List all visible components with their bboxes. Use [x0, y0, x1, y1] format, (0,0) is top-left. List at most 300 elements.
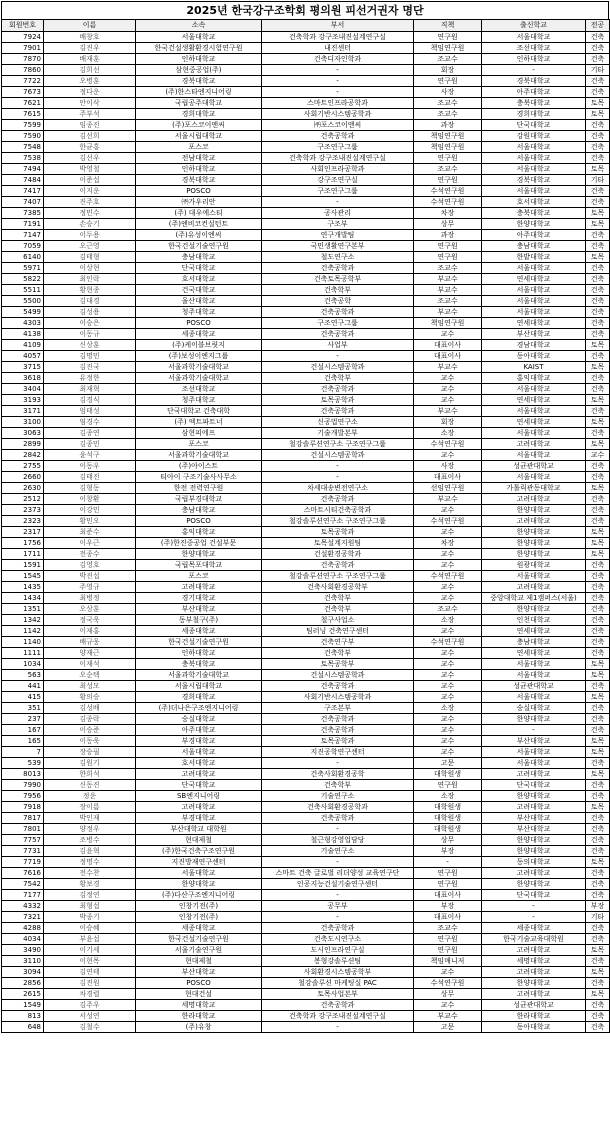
- affiliation-cell: 포스코: [136, 571, 262, 582]
- department-cell: 사업부: [262, 340, 414, 351]
- member-id-cell: 7191: [2, 219, 44, 230]
- name-cell: 김윤혁: [44, 846, 136, 857]
- department-cell: 구조연구그룹: [262, 318, 414, 329]
- department-cell: 건축공학과: [262, 494, 414, 505]
- department-cell: 연구개발팀: [262, 230, 414, 241]
- alma-mater-cell: 단국대학교: [482, 120, 586, 131]
- member-id-cell: 6140: [2, 252, 44, 263]
- table-row: [2, 868, 610, 879]
- position-cell: 부교수: [414, 406, 482, 417]
- affiliation-cell: 한양대학교: [136, 549, 262, 560]
- position-cell: 부장: [414, 846, 482, 857]
- department-cell: 기술연구소: [262, 846, 414, 857]
- alma-mater-cell: 서울대학교: [482, 142, 586, 153]
- member-id-cell: 648: [2, 1022, 44, 1033]
- alma-mater-cell: 서울대학교: [482, 307, 586, 318]
- table-row: [2, 824, 610, 835]
- affiliation-cell: POSCO: [136, 516, 262, 527]
- name-cell: 최재혁: [44, 384, 136, 395]
- department-cell: 사회인프라공학과: [262, 164, 414, 175]
- table-row: [2, 461, 610, 472]
- position-cell: 대표이사: [414, 912, 482, 923]
- alma-mater-cell: 원광대학교: [482, 560, 586, 571]
- member-id-cell: 4109: [2, 340, 44, 351]
- member-id-header: 회원번호: [2, 20, 44, 32]
- alma-mater-cell: 고려대학교: [482, 439, 586, 450]
- name-cell: 장이름: [44, 802, 136, 813]
- department-cell: 건축학부: [262, 593, 414, 604]
- name-cell: 주부석: [44, 109, 136, 120]
- department-cell: 기술개발본부: [262, 428, 414, 439]
- department-cell: -: [262, 87, 414, 98]
- department-cell: 철근형강영업담당: [262, 835, 414, 846]
- member-id-cell: 7147: [2, 230, 44, 241]
- name-cell: 배창호: [44, 32, 136, 43]
- member-id-cell: 1711: [2, 549, 44, 560]
- position-cell: 연구원: [414, 879, 482, 890]
- alma-mater-cell: 한양대학교: [482, 791, 586, 802]
- major-cell: 토목: [586, 483, 610, 494]
- affiliation-cell: (주)포스코이앤씨: [136, 120, 262, 131]
- department-cell: 철강솔루션연구소 구조연구그룹: [262, 439, 414, 450]
- affiliation-cell: 삼현피에프: [136, 428, 262, 439]
- department-cell: ㈜포스코이앤씨: [262, 120, 414, 131]
- alma-mater-cell: 한양대학교: [482, 604, 586, 615]
- member-id-cell: 1142: [2, 626, 44, 637]
- department-cell: 건설시스템공학과: [262, 670, 414, 681]
- major-cell: 토목: [586, 802, 610, 813]
- affiliation-cell: 인하대학교: [136, 648, 262, 659]
- name-cell: 황의승: [44, 692, 136, 703]
- position-cell: 연구원: [414, 153, 482, 164]
- position-cell: 사장: [414, 87, 482, 98]
- position-cell: 조교수: [414, 263, 482, 274]
- affiliation-cell: 충남대학교: [136, 505, 262, 516]
- department-cell: 건축학과 강구조내진설계연구실: [262, 153, 414, 164]
- major-cell: 건축: [586, 505, 610, 516]
- affiliation-cell: 서울대학교: [136, 868, 262, 879]
- name-cell: 정명수: [44, 857, 136, 868]
- department-cell: 토목공학과: [262, 527, 414, 538]
- member-id-cell: 7817: [2, 813, 44, 824]
- alma-mater-cell: 단국대학교: [482, 890, 586, 901]
- table-row: [2, 538, 610, 549]
- major-cell: 교수: [586, 450, 610, 461]
- table-row: [2, 747, 610, 758]
- department-cell: 도시인프라연구실: [262, 945, 414, 956]
- alma-mater-cell: 연세대학교: [482, 648, 586, 659]
- name-cell: 최인락: [44, 274, 136, 285]
- table-row: [2, 901, 610, 912]
- alma-mater-cell: 중앙대학교 제1캠퍼스(서울): [482, 593, 586, 604]
- member-id-cell: 165: [2, 736, 44, 747]
- table-row: [2, 967, 610, 978]
- major-cell: 토목: [586, 109, 610, 120]
- name-cell: 김종민: [44, 439, 136, 450]
- affiliation-cell: 서울시립대학교: [136, 131, 262, 142]
- member-id-cell: 1351: [2, 604, 44, 615]
- alma-mater-cell: 한국기술교육대학원: [482, 934, 586, 945]
- alma-mater-cell: 한양대학교: [482, 538, 586, 549]
- table-row: [2, 769, 610, 780]
- name-cell: 오상훈: [44, 604, 136, 615]
- alma-mater-cell: 성균관대학교: [482, 461, 586, 472]
- major-cell: 건축: [586, 241, 610, 252]
- department-cell: 건축공학과: [262, 384, 414, 395]
- alma-mater-cell: -: [482, 901, 586, 912]
- table-row: [2, 791, 610, 802]
- alma-mater-cell: 연세대학교: [482, 274, 586, 285]
- affiliation-cell: (주)케이블브릿지: [136, 340, 262, 351]
- alma-mater-cell: 동아대학교: [482, 351, 586, 362]
- table-row: [2, 615, 610, 626]
- major-cell: 건축: [586, 87, 610, 98]
- member-id-cell: 7990: [2, 780, 44, 791]
- name-cell: 서성연: [44, 1011, 136, 1022]
- name-cell: 신상훈: [44, 340, 136, 351]
- affiliation-cell: 부경대학교: [136, 736, 262, 747]
- affiliation-cell: 경북대학교: [136, 175, 262, 186]
- affiliation-cell: 홍익대학교: [136, 527, 262, 538]
- department-cell: 스마트시티건축공학과: [262, 505, 414, 516]
- department-cell: 건축사회환경공학과: [262, 802, 414, 813]
- member-id-cell: 813: [2, 1011, 44, 1022]
- major-cell: 건축: [586, 626, 610, 637]
- department-cell: 건축공학과: [262, 714, 414, 725]
- table-row: [2, 879, 610, 890]
- major-cell: 건축: [586, 780, 610, 791]
- position-cell: 교수: [414, 384, 482, 395]
- member-id-cell: 7417: [2, 186, 44, 197]
- affiliation-cell: 청주대학교: [136, 307, 262, 318]
- position-cell: 연구원: [414, 76, 482, 87]
- affiliation-cell: 부산대학교 대학원: [136, 824, 262, 835]
- affiliation-cell: 티아이 구조기술사사무소: [136, 472, 262, 483]
- alma-mater-cell: 세명대학교: [482, 956, 586, 967]
- affiliation-cell: 인창기전(주): [136, 912, 262, 923]
- table-row: [2, 483, 610, 494]
- member-id-cell: 351: [2, 703, 44, 714]
- affiliation-cell: 부산대학교: [136, 604, 262, 615]
- major-cell: 건축: [586, 923, 610, 934]
- member-id-cell: 7924: [2, 32, 44, 43]
- name-cell: 이창환: [44, 494, 136, 505]
- affiliation-cell: SB엔지니어링: [136, 791, 262, 802]
- major-cell: 건축: [586, 329, 610, 340]
- position-cell: 대표이사: [414, 472, 482, 483]
- table-row: [2, 197, 610, 208]
- member-id-cell: 4288: [2, 923, 44, 934]
- name-cell: 이재홍: [44, 626, 136, 637]
- member-id-cell: 7407: [2, 197, 44, 208]
- major-cell: 토목: [586, 549, 610, 560]
- alma-mater-cell: 동의대학교: [482, 857, 586, 868]
- name-cell: 이승은: [44, 318, 136, 329]
- affiliation-cell: 포스코: [136, 439, 262, 450]
- position-cell: 소장: [414, 615, 482, 626]
- alma-mater-cell: 한양대학교: [482, 978, 586, 989]
- major-cell: 건축: [586, 384, 610, 395]
- major-cell: 건축: [586, 560, 610, 571]
- member-id-cell: 1756: [2, 538, 44, 549]
- department-cell: 구조부: [262, 219, 414, 230]
- alma-mater-cell: 부산대학교: [482, 824, 586, 835]
- affiliation-cell: 한라대학교: [136, 1011, 262, 1022]
- department-cell: 철강솔루션연구소 구조연구그룹: [262, 571, 414, 582]
- table-row: [2, 153, 610, 164]
- alma-mater-cell: 호서대학교: [482, 197, 586, 208]
- affiliation-cell: 서울대학교: [136, 32, 262, 43]
- alma-mater-cell: 부산대학교: [482, 813, 586, 824]
- department-cell: 건설시스템공학과: [262, 362, 414, 373]
- name-cell: 김태형: [44, 252, 136, 263]
- name-cell: 황보경: [44, 879, 136, 890]
- member-id-cell: 3715: [2, 362, 44, 373]
- alma-mater-cell: 서울대학교: [482, 285, 586, 296]
- alma-mater-cell: 서울대학교: [482, 32, 586, 43]
- affiliation-cell: 충북대학교: [136, 659, 262, 670]
- table-row: [2, 417, 610, 428]
- position-cell: 상무: [414, 219, 482, 230]
- affiliation-cell: 현대제철: [136, 835, 262, 846]
- table-row: [2, 142, 610, 153]
- name-cell: 김철수: [44, 1022, 136, 1033]
- department-cell: 건축학부: [262, 648, 414, 659]
- position-cell: 교수: [414, 1000, 482, 1011]
- alma-mater-cell: 강원대학교: [482, 131, 586, 142]
- table-row: [2, 351, 610, 362]
- member-id-cell: 2630: [2, 483, 44, 494]
- major-cell: 건축: [586, 1000, 610, 1011]
- alma-mater-cell: 한라대학교: [482, 1011, 586, 1022]
- position-cell: 교수: [414, 549, 482, 560]
- alma-mater-cell: 성균관대학교: [482, 1000, 586, 1011]
- position-cell: 과장: [414, 230, 482, 241]
- major-cell: 건축: [586, 307, 610, 318]
- name-cell: 오근영: [44, 241, 136, 252]
- affiliation-cell: 울산대학교: [136, 296, 262, 307]
- alma-mater-cell: 숭실대학교: [482, 703, 586, 714]
- major-cell: 기타: [586, 65, 610, 76]
- member-id-cell: 2373: [2, 505, 44, 516]
- name-cell: 정민수: [44, 208, 136, 219]
- member-id-cell: 2512: [2, 494, 44, 505]
- major-cell: 건축: [586, 758, 610, 769]
- major-cell: 건축: [586, 32, 610, 43]
- name-cell: 오순택: [44, 670, 136, 681]
- position-cell: 소장: [414, 703, 482, 714]
- member-id-cell: 5822: [2, 274, 44, 285]
- member-id-cell: 7918: [2, 802, 44, 813]
- member-id-cell: 7059: [2, 241, 44, 252]
- table-row: [2, 230, 610, 241]
- position-cell: 부교수: [414, 1011, 482, 1022]
- alma-mater-cell: 서울대학교: [482, 692, 586, 703]
- affiliation-cell: 한전 전력연구원: [136, 483, 262, 494]
- table-row: [2, 604, 610, 615]
- affiliation-cell: 숭실대학교: [136, 714, 262, 725]
- major-cell: 건축: [586, 296, 610, 307]
- member-id-cell: 7542: [2, 879, 44, 890]
- alma-mater-cell: 홍익대학교: [482, 373, 586, 384]
- position-cell: -: [414, 857, 482, 868]
- member-id-cell: 5511: [2, 285, 44, 296]
- table-row: [2, 76, 610, 87]
- member-id-cell: 7722: [2, 76, 44, 87]
- table-row: [2, 945, 610, 956]
- name-header: 이름: [44, 20, 136, 32]
- affiliation-cell: 부경대학교: [136, 813, 262, 824]
- alma-mater-cell: 세종대학교: [482, 923, 586, 934]
- affiliation-cell: 한국건설기술연구원: [136, 934, 262, 945]
- name-cell: 윤석구: [44, 450, 136, 461]
- affiliation-cell: 세종대학교: [136, 923, 262, 934]
- position-cell: 책임매니저: [414, 956, 482, 967]
- position-cell: 상무: [414, 835, 482, 846]
- alma-mater-cell: 한양대학교: [482, 846, 586, 857]
- major-cell: 토목: [586, 164, 610, 175]
- table-row: [2, 549, 610, 560]
- affiliation-cell: 현대제철: [136, 956, 262, 967]
- major-cell: 토목: [586, 967, 610, 978]
- department-cell: 기술연구소: [262, 791, 414, 802]
- table-row: [2, 120, 610, 131]
- member-id-cell: 3063: [2, 428, 44, 439]
- table-row: [2, 175, 610, 186]
- affiliation-cell: 아주대학교: [136, 725, 262, 736]
- affiliation-cell: 한국건설기술연구원: [136, 241, 262, 252]
- member-id-cell: 7731: [2, 846, 44, 857]
- affiliation-cell: (주)다산구조엔지니어링: [136, 890, 262, 901]
- department-cell: -: [262, 1022, 414, 1033]
- major-cell: 건축: [586, 868, 610, 879]
- member-id-cell: 7870: [2, 54, 44, 65]
- major-cell: 건축: [586, 615, 610, 626]
- affiliation-cell: POSCO: [136, 978, 262, 989]
- department-cell: 토목사업본부: [262, 989, 414, 1000]
- major-cell: 토목: [586, 527, 610, 538]
- table-row: [2, 560, 610, 571]
- member-id-cell: 5499: [2, 307, 44, 318]
- major-cell: 건축: [586, 890, 610, 901]
- department-cell: 차세대송변전연구소: [262, 483, 414, 494]
- table-row: [2, 307, 610, 318]
- table-row: [2, 406, 610, 417]
- alma-mater-cell: 경희대학교: [482, 109, 586, 120]
- alma-mater-cell: 서울대학교: [482, 472, 586, 483]
- position-cell: 연구원: [414, 241, 482, 252]
- member-id-cell: 7901: [2, 43, 44, 54]
- table-row: [2, 802, 610, 813]
- table-row: [2, 65, 610, 76]
- name-cell: 조병수: [44, 835, 136, 846]
- department-cell: 봉형강솔루션팀: [262, 956, 414, 967]
- member-id-cell: 3193: [2, 395, 44, 406]
- major-cell: 토목: [586, 736, 610, 747]
- member-id-cell: 4138: [2, 329, 44, 340]
- name-cell: 유정한: [44, 373, 136, 384]
- department-cell: 구조연구그룹: [262, 186, 414, 197]
- department-cell: 국민생활연구본부: [262, 241, 414, 252]
- name-cell: 최준수: [44, 527, 136, 538]
- alma-mater-cell: -: [482, 725, 586, 736]
- major-cell: 건축: [586, 791, 610, 802]
- table-row: [2, 241, 610, 252]
- department-cell: -: [262, 912, 414, 923]
- affiliation-cell: 단국대학교: [136, 263, 262, 274]
- member-id-cell: 7177: [2, 890, 44, 901]
- affiliation-cell: 부산대학교: [136, 967, 262, 978]
- table-row: [2, 923, 610, 934]
- affiliation-cell: 청주대학교: [136, 395, 262, 406]
- position-cell: 교수: [414, 505, 482, 516]
- position-cell: 교수: [414, 692, 482, 703]
- major-cell: 건축: [586, 648, 610, 659]
- member-id-cell: 1591: [2, 560, 44, 571]
- position-cell: 고문: [414, 758, 482, 769]
- table-row: [2, 758, 610, 769]
- name-cell: 김진원: [44, 978, 136, 989]
- position-cell: 부교수: [414, 307, 482, 318]
- table-row: [2, 384, 610, 395]
- major-cell: 건축: [586, 582, 610, 593]
- alma-mater-cell: 한양대학교: [482, 505, 586, 516]
- table-row: [2, 626, 610, 637]
- table-row: [2, 263, 610, 274]
- position-cell: 선임연구원: [414, 483, 482, 494]
- position-cell: 교수: [414, 582, 482, 593]
- table-row: [2, 912, 610, 923]
- position-cell: 대학원생: [414, 813, 482, 824]
- position-cell: 회장: [414, 65, 482, 76]
- name-cell: 김선우: [44, 153, 136, 164]
- affiliation-cell: (주)유창: [136, 1022, 262, 1033]
- table-row: [2, 32, 610, 43]
- major-cell: 건축: [586, 406, 610, 417]
- table-row: [2, 373, 610, 384]
- department-cell: 철강솔루션연구소 구조연구그룹: [262, 516, 414, 527]
- major-cell: 건축: [586, 725, 610, 736]
- major-cell: 건축: [586, 604, 610, 615]
- department-cell: 구조본부: [262, 703, 414, 714]
- department-cell: 건축사회환경공학: [262, 769, 414, 780]
- position-cell: 연구원: [414, 780, 482, 791]
- major-cell: 토목: [586, 439, 610, 450]
- member-id-cell: 7321: [2, 912, 44, 923]
- member-id-cell: 7860: [2, 65, 44, 76]
- position-cell: 책임연구원: [414, 142, 482, 153]
- member-id-cell: 7673: [2, 87, 44, 98]
- header-row: [2, 20, 610, 32]
- position-cell: 상무: [414, 989, 482, 1000]
- member-id-cell: 3110: [2, 956, 44, 967]
- affiliation-cell: 포스코: [136, 142, 262, 153]
- affiliation-cell: 서울시립대학교: [136, 681, 262, 692]
- member-id-cell: 5971: [2, 263, 44, 274]
- affiliation-cell: POSCO: [136, 186, 262, 197]
- name-cell: 임종진: [44, 120, 136, 131]
- major-cell: 건축: [586, 142, 610, 153]
- major-cell: 건축: [586, 835, 610, 846]
- name-cell: 이기세: [44, 945, 136, 956]
- name-cell: 최형섭: [44, 901, 136, 912]
- name-cell: 김성용: [44, 307, 136, 318]
- position-cell: 교수: [414, 626, 482, 637]
- table-row: [2, 450, 610, 461]
- table-row: [2, 659, 610, 670]
- member-id-cell: 3490: [2, 945, 44, 956]
- table-row: [2, 681, 610, 692]
